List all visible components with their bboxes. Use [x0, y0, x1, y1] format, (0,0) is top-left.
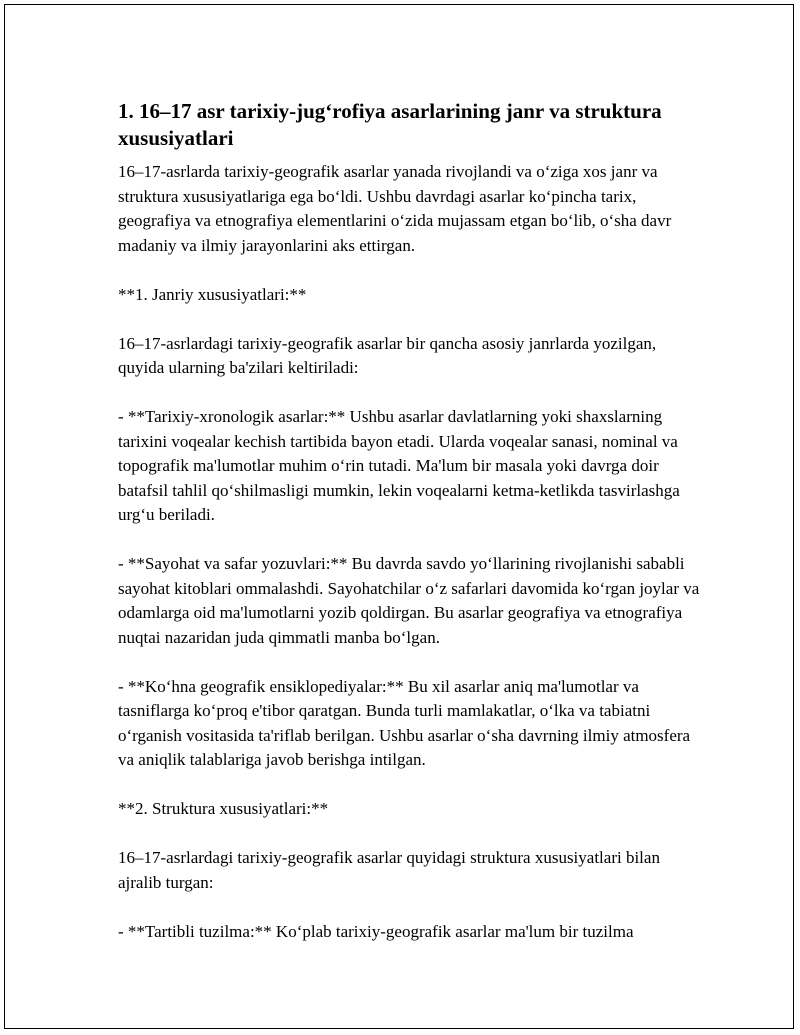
- list-item-travel-writings: - **Sayohat va safar yozuvlari:** Bu davrda savdo yo‘llarining rivojlanishi sababli sayohat kitoblari ommalashdi. Sayohatchilar o‘z safarlari davomida ko‘rgan joylar va odamlarga oid ma'lumotlarni yozib qoldirgan. Bu asarlar geografiya va etnografiya nuqtai nazaridan juda qimmatli manba bo‘lgan.: [118, 554, 700, 647]
- list-item-encyclopedias: - **Ko‘hna geografik ensiklopediyalar:** Bu xil asarlar aniq ma'lumotlar va tasniflarga ko‘proq e'tibor qaratgan. Bunda turli mamlakatlar, o‘lka va tabiatni o‘rganish vositasida ta'riflab berilgan. Ushbu asarlar o‘sha davrning ilmiy atmosfera va aniqlik talablariga javob berishga intilgan.: [118, 676, 691, 769]
- document-body: [118, 98, 703, 969]
- genre-intro-paragraph: 16–17-asrlardagi tarixiy-geografik asarlar bir qancha asosiy janrlarda yozilgan, quyida ularning ba'zilari keltiriladi:: [118, 333, 657, 377]
- section-heading: 1. 16–17 asr tarixiy-jug‘rofiya asarlarining janr va struktura xususiyatlari: [118, 99, 662, 150]
- document-page: [4, 4, 794, 1029]
- list-item-chronological: - **Tarixiy-xronologik asarlar:** Ushbu asarlar davlatlarning yoki shaxslarning tarixini voqealar kechish tartibida bayon etadi. Ularda voqealar sanasi, nominal va topografik ma'lumotlar muhim o‘rin tutadi. Ma'lum bir masala yoki davrga doir batafsil tahlil qo‘shilmasligi mumkin, lekin voqealarni ketma-ketlikda tasvirlashga urg‘u beriladi.: [118, 407, 680, 524]
- intro-paragraph: 16–17-asrlarda tarixiy-geografik asarlar yanada rivojlandi va o‘ziga xos janr va struktura xususiyatlariga ega bo‘ldi. Ushbu davrdagi asarlar ko‘pincha tarix, geografiya va etnografiya elementlarini o‘zida mujassam etgan bo‘lib, o‘sha davr madaniy va ilmiy jarayonlarini aks ettirgan.: [118, 162, 672, 255]
- structure-intro-paragraph: 16–17-asrlardagi tarixiy-geografik asarlar quyidagi struktura xususiyatlari bilan ajralib turgan:: [118, 848, 660, 892]
- list-item-orderly-structure: - **Tartibli tuzilma:** Ko‘plab tarixiy-geografik asarlar ma'lum bir tuzilma: [118, 921, 634, 941]
- genre-subheading: **1. Janriy xususiyatlari:**: [118, 284, 307, 304]
- structure-subheading: **2. Struktura xususiyatlari:**: [118, 799, 329, 818]
